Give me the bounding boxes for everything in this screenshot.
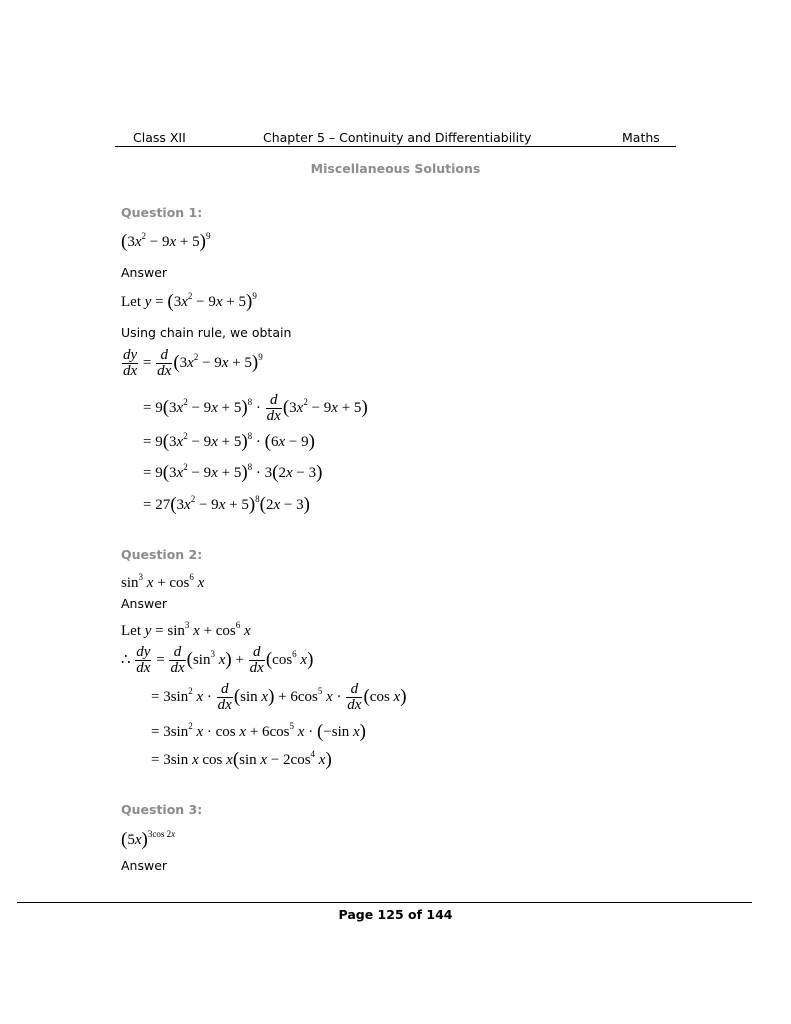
question-3-heading: Question 3: bbox=[121, 802, 203, 817]
question-2-step-2: = $3\sin^2$ x · $\frac{d}{dx}$ (sin $x) + 6\cos^5$ x · $\frac{d}{dx}$ (cos x) bbox=[151, 681, 407, 713]
page-title: Miscellaneous Solutions bbox=[310, 161, 481, 176]
question-1-step-1: $\frac{dy}{dx}$ = $\frac{d}{dx}$ $(3x^2 - 9x + 5)^9$ bbox=[123, 347, 263, 379]
footer-rule bbox=[17, 902, 752, 903]
question-1-step-5: = $27(3x^2 - 9x + 5)^8(2x - 3)$ bbox=[143, 494, 310, 515]
question-1-step-2: = $9(3x^2 - 9x + 5)^8$ · $\frac{d}{dx}$ $(3x^2 - 9x + 5)$ bbox=[143, 392, 368, 424]
question-1-expression: $(3x^2 - 9x + 5)^9$ bbox=[121, 231, 211, 252]
question-2-heading: Question 2: bbox=[121, 547, 203, 562]
header-rule bbox=[115, 146, 676, 147]
question-2-let: Let $y = \sin^3 x + \cos^6 x$ bbox=[121, 620, 251, 639]
question-2-step-4: = 3sin x cos x(sin $x - 2\cos^4$ x) bbox=[151, 749, 332, 770]
question-2-expression: $\sin^3 x + \cos^6 x$ bbox=[121, 572, 205, 591]
question-3-expression: $(5x)^{3cos 2x}$ bbox=[121, 829, 176, 850]
question-2-step-1: ∴ $\frac{dy}{dx}$ = $\frac{d}{dx}$ ($\sin^3$ x) + $\frac{d}{dx}$ ($\cos^6$ x) bbox=[121, 644, 314, 676]
question-1-intro: Using chain rule, we obtain bbox=[121, 325, 292, 340]
header-chapter: Chapter 5 – Continuity and Differentiability bbox=[263, 130, 532, 145]
header-subject: Maths bbox=[622, 130, 660, 145]
question-1-let: Let $y = (3x^2 - 9x + 5)^9$ bbox=[121, 291, 257, 312]
question-1-step-4: = $9(3x^2 - 9x + 5)^8 \cdot 3(2x - 3)$ bbox=[143, 462, 323, 483]
question-1-answer-label: Answer bbox=[121, 265, 168, 280]
question-2-answer-label: Answer bbox=[121, 596, 168, 611]
question-3-answer-label: Answer bbox=[121, 858, 168, 873]
page-number: Page 125 of 144 bbox=[338, 907, 453, 922]
header-class: Class XII bbox=[133, 130, 186, 145]
question-1-heading: Question 1: bbox=[121, 205, 203, 220]
question-1-step-3: = $9(3x^2 - 9x + 5)^8 \cdot (6x - 9)$ bbox=[143, 431, 315, 452]
question-2-step-3: = $3\sin^2$ $x \cdot \cos x + 6\cos^5$ x · (−sin x) bbox=[151, 721, 366, 742]
